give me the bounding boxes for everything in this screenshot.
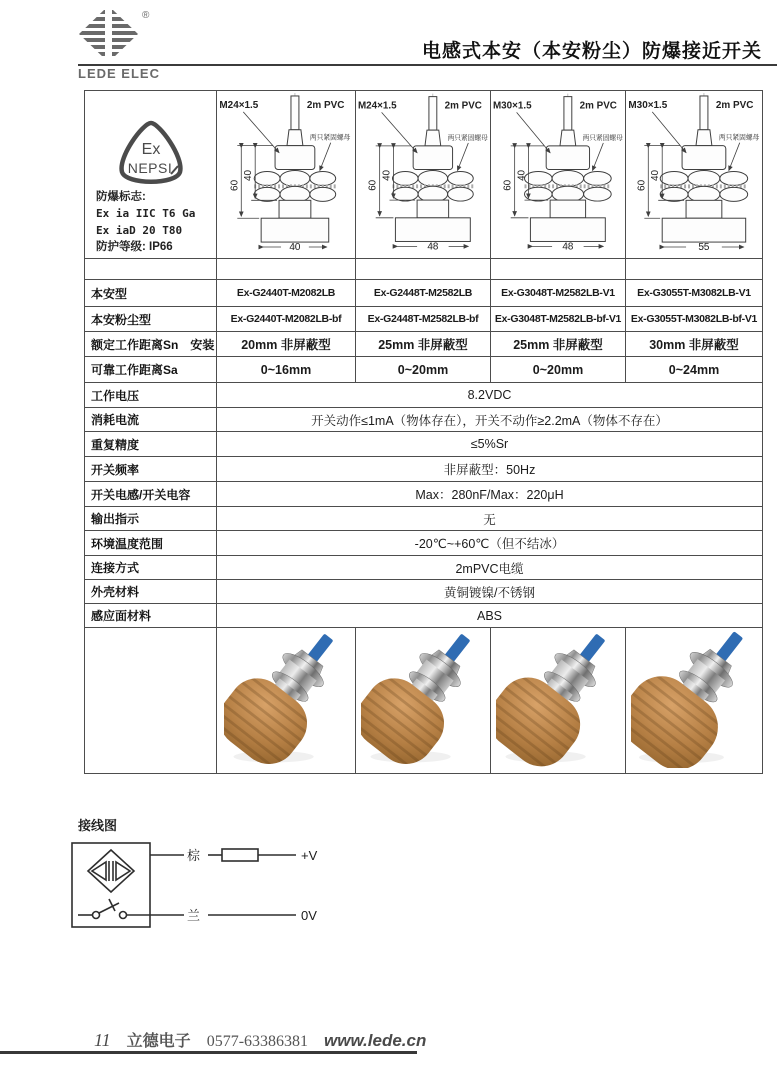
- wire-blue-label: 兰: [187, 908, 201, 923]
- value-cell: -20℃~+60℃（但不结冰）: [217, 531, 763, 556]
- dim-width-label: 40: [289, 242, 301, 253]
- row-label: 本安粉尘型: [85, 307, 217, 332]
- certification-text: [85, 189, 216, 257]
- table-row: [85, 408, 763, 432]
- model-cell: Ex-G2448T-M2582LB: [356, 280, 491, 307]
- dimension-drawing-cell: [356, 91, 491, 259]
- table-row: [85, 556, 763, 580]
- product-photo: [496, 628, 620, 768]
- table-row: [85, 357, 763, 383]
- model-cell: Ex-G2440T-M2082LB: [217, 280, 356, 307]
- table-row: [85, 580, 763, 604]
- brand-logo: [78, 8, 198, 81]
- nut-note-label: 两只紧固螺母: [447, 134, 488, 142]
- cable-label: 2m PVC: [306, 99, 345, 111]
- value-cell: 25mm 非屏蔽型: [356, 332, 491, 357]
- cert-line-2: Ex iaD 20 T80: [96, 223, 183, 237]
- photos-row: [85, 628, 763, 774]
- model-cell: Ex-G3055T-M3082LB-V1: [626, 280, 763, 307]
- dim-width-label: 48: [562, 241, 574, 253]
- model-cell: Ex-G2448T-M2582LB-bf: [356, 307, 491, 332]
- value-cell: 30mm 非屏蔽型: [626, 332, 763, 357]
- row-label: 外壳材料: [85, 580, 217, 604]
- value-cell: ≤5%Sr: [217, 432, 763, 457]
- value-cell: 非屏蔽型：50Hz: [217, 457, 763, 482]
- dimension-drawing-cell: [217, 91, 356, 259]
- footer-rule: [0, 1051, 417, 1054]
- model-cell: Ex-G3055T-M3082LB-bf-V1: [626, 307, 763, 332]
- product-photo-cell: [356, 628, 491, 774]
- dim-inner-label: 40: [516, 169, 528, 181]
- table-row: [85, 432, 763, 457]
- spacer-row: [85, 259, 763, 280]
- value-cell: 2mPVC电缆: [217, 556, 763, 580]
- table-row: [85, 604, 763, 628]
- product-photo-cell: [217, 628, 356, 774]
- value-cell: 0~16mm: [217, 357, 356, 383]
- dim-width-label: 48: [427, 241, 439, 253]
- cert-protection: 防护等级: IP66: [96, 241, 173, 253]
- sensor-dimension-drawing: [356, 91, 491, 253]
- row-label: 可靠工作距离Sa: [85, 357, 217, 383]
- row-label: 本安型: [85, 280, 217, 307]
- dimension-drawing-cell: [626, 91, 763, 259]
- wiring-diagram: [62, 835, 332, 935]
- nepsi-ex-text: Ex: [141, 140, 160, 158]
- table-row: [85, 507, 763, 531]
- dim-inner-label: 40: [243, 169, 255, 182]
- model-cell: Ex-G3048T-M2582LB-V1: [491, 280, 626, 307]
- row-label: 工作电压: [85, 383, 217, 408]
- dim-inner-label: 40: [650, 169, 662, 182]
- table-row: [85, 457, 763, 482]
- dim-height-label: 60: [367, 179, 379, 191]
- brand-name: LEDE ELEC: [78, 66, 160, 81]
- cable-label: 2m PVC: [579, 100, 617, 112]
- cert-title: 防爆标志:: [96, 190, 146, 203]
- nepsi-name-text: NEPSI: [127, 159, 172, 176]
- thread-size-label: M24×1.5: [357, 100, 397, 112]
- row-label: 消耗电流: [85, 408, 217, 432]
- drawings-row: [85, 91, 763, 259]
- sensor-dimension-drawing: [217, 91, 354, 253]
- nut-note-label: 两只紧固螺母: [718, 134, 760, 142]
- table-row: [85, 383, 763, 408]
- lede-diamond-logo-icon: [78, 8, 152, 60]
- cable-label: 2m PVC: [715, 99, 754, 111]
- table-row: [85, 280, 763, 307]
- thread-size-label: M30×1.5: [492, 100, 532, 112]
- row-label: 重复精度: [85, 432, 217, 457]
- value-cell: 开关动作≤1mA（物体存在），开关不动作≥2.2mA（物体不存在）: [217, 408, 763, 432]
- wiring-diagram-title: 接线图: [78, 818, 118, 833]
- row-label: 开关频率: [85, 457, 217, 482]
- footer-website: www.lede.cn: [324, 1031, 427, 1050]
- value-cell: 25mm 非屏蔽型: [491, 332, 626, 357]
- product-photo: [631, 628, 757, 768]
- value-cell: ABS: [217, 604, 763, 628]
- product-photo: [361, 628, 485, 768]
- footer-phone: 0577-63386381: [206, 1033, 309, 1050]
- value-cell: 0~20mm: [491, 357, 626, 383]
- cable-label: 2m PVC: [444, 100, 482, 112]
- dim-width-label: 55: [698, 242, 710, 253]
- value-cell: 无: [217, 507, 763, 531]
- registered-mark: ®: [142, 10, 150, 21]
- thread-size-label: M30×1.5: [628, 99, 668, 111]
- cert-line-1: Ex ia IIC T6 Ga: [96, 207, 196, 220]
- product-photo-cell: [626, 628, 763, 774]
- sensor-dimension-drawing: [491, 91, 626, 253]
- table-row: [85, 307, 763, 332]
- dim-height-label: 60: [636, 179, 648, 191]
- terminal-plus-v-label: +V: [301, 848, 318, 863]
- dim-height-label: 60: [502, 179, 514, 191]
- dim-inner-label: 40: [381, 169, 393, 181]
- product-photo-cell: [491, 628, 626, 774]
- value-cell: 20mm 非屏蔽型: [217, 332, 356, 357]
- dim-height-label: 60: [229, 179, 241, 191]
- footer: [94, 1028, 426, 1051]
- thread-size-label: M24×1.5: [219, 99, 259, 111]
- wire-brown-label: 棕: [187, 848, 201, 863]
- header-rule: [78, 64, 777, 66]
- page-number: 11: [94, 1030, 111, 1050]
- value-cell: 0~20mm: [356, 357, 491, 383]
- row-label: 开关电感/开关电容: [85, 482, 217, 507]
- spec-table: [84, 90, 763, 774]
- product-photo: [224, 628, 348, 768]
- footer-company: 立德电子: [126, 1033, 191, 1050]
- row-label: 连接方式: [85, 556, 217, 580]
- page-title: 电感式本安（本安粉尘）防爆接近开关: [421, 41, 762, 62]
- value-cell: Max：280nF/Max：220μH: [217, 482, 763, 507]
- row-label: 输出指示: [85, 507, 217, 531]
- table-row: [85, 332, 763, 357]
- sensor-dimension-drawing: [626, 91, 763, 253]
- value-cell: 黄铜镀镍/不锈钢: [217, 580, 763, 604]
- row-label: 感应面材料: [85, 604, 217, 628]
- certification-cell: [85, 91, 217, 259]
- table-row: [85, 531, 763, 556]
- row-label: 环境温度范围: [85, 531, 217, 556]
- dimension-drawing-cell: [491, 91, 626, 259]
- value-cell: 8.2VDC: [217, 383, 763, 408]
- row-label: 额定工作距离Sn 安装: [85, 332, 217, 357]
- table-row: [85, 482, 763, 507]
- nut-note-label: 两只紧固螺母: [582, 134, 623, 142]
- terminal-zero-v-label: 0V: [301, 908, 317, 923]
- value-cell: 0~24mm: [626, 357, 763, 383]
- nut-note-label: 两只紧固螺母: [309, 134, 351, 142]
- model-cell: Ex-G3048T-M2582LB-bf-V1: [491, 307, 626, 332]
- nepsi-ex-logo-icon: [105, 119, 197, 185]
- model-cell: Ex-G2440T-M2082LB-bf: [217, 307, 356, 332]
